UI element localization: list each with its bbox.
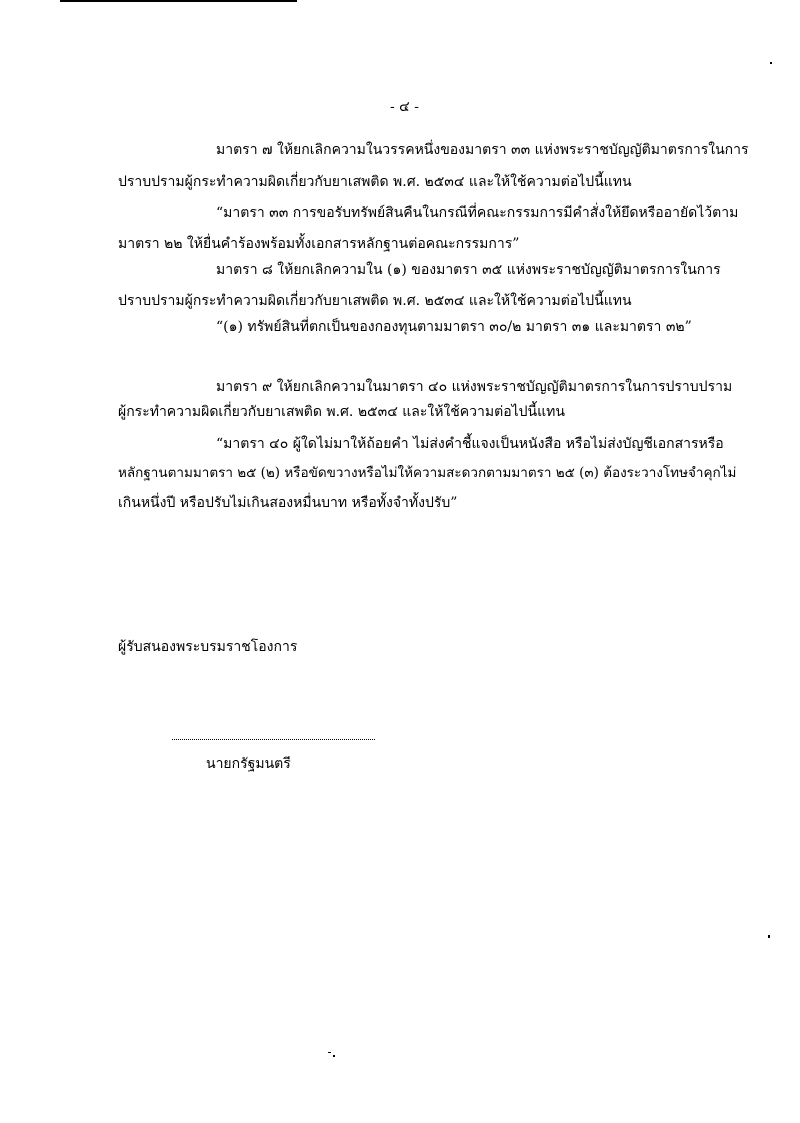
scan-speck (768, 935, 770, 938)
scan-speck (328, 1052, 331, 1053)
section-8-line-2: ปราบปรามผู้กระทำความผิดเกี่ยวกับยาเสพติด พ.ศ. ๒๕๓๔ และให้ใช้ความต่อไปนี้แทน (118, 293, 632, 309)
top-rule (60, 0, 297, 2)
section-9-line-2: ผู้กระทำความผิดเกี่ยวกับยาเสพติด พ.ศ. ๒๕๓๔ และให้ใช้ความต่อไปนี้แทน (118, 404, 565, 420)
section-9-line-5: เกินหนึ่งปี หรือปรับไม่เกินสองหมื่นบาท หรือทั้งจำทั้งปรับ” (118, 495, 458, 511)
page-number: - ๔ - (390, 99, 419, 115)
scan-speck (770, 62, 772, 64)
section-7-line-3: “มาตรา ๓๓ การขอรับทรัพย์สินคืนในกรณีที่คณะกรรมการมีคำสั่งให้ยึดหรืออายัดไว้ตาม (216, 205, 739, 221)
countersign-text: ผู้รับสนองพระบรมราชโองการ (118, 639, 298, 655)
section-8-line-1: มาตรา ๘ ให้ยกเลิกความใน (๑) ของมาตรา ๓๕ แห่งพระราชบัญญัติมาตรการในการ (216, 262, 721, 278)
section-9-line-3: “มาตรา ๔๐ ผู้ใดไม่มาให้ถ้อยคำ ไม่ส่งคำชี้แจงเป็นหนังสือ หรือไม่ส่งบัญชีเอกสารหรือ (216, 436, 724, 452)
section-9-line-4: หลักฐานตามมาตรา ๒๕ (๒) หรือขัดขวางหรือไม่ให้ความสะดวกตามมาตรา ๒๕ (๓) ต้องระวางโทษจำคุกไม่ (118, 465, 737, 481)
section-9-line-1: มาตรา ๙ ให้ยกเลิกความในมาตรา ๔๐ แห่งพระราชบัญญัติมาตรการในการปราบปราม (216, 379, 733, 395)
section-7-line-4: มาตรา ๒๒ ให้ยื่นคำร้องพร้อมทั้งเอกสารหลักฐานต่อคณะกรรมการ” (118, 236, 520, 252)
section-8-line-3: “(๑) ทรัพย์สินที่ตกเป็นของกองทุนตามมาตรา ๓๐/๒ มาตรา ๓๑ และมาตรา ๓๒” (216, 319, 692, 335)
section-7-line-1: มาตรา ๗ ให้ยกเลิกความในวรรคหนึ่งของมาตรา ๓๓ แห่งพระราชบัญญัติมาตรการในการ (216, 142, 749, 158)
signature-line (172, 739, 375, 740)
scan-speck (333, 1055, 335, 1057)
section-7-line-2: ปราบปรามผู้กระทำความผิดเกี่ยวกับยาเสพติด พ.ศ. ๒๕๓๔ และให้ใช้ความต่อไปนี้แทน (118, 174, 632, 190)
signatory-title: นายกรัฐมนตรี (206, 756, 291, 772)
